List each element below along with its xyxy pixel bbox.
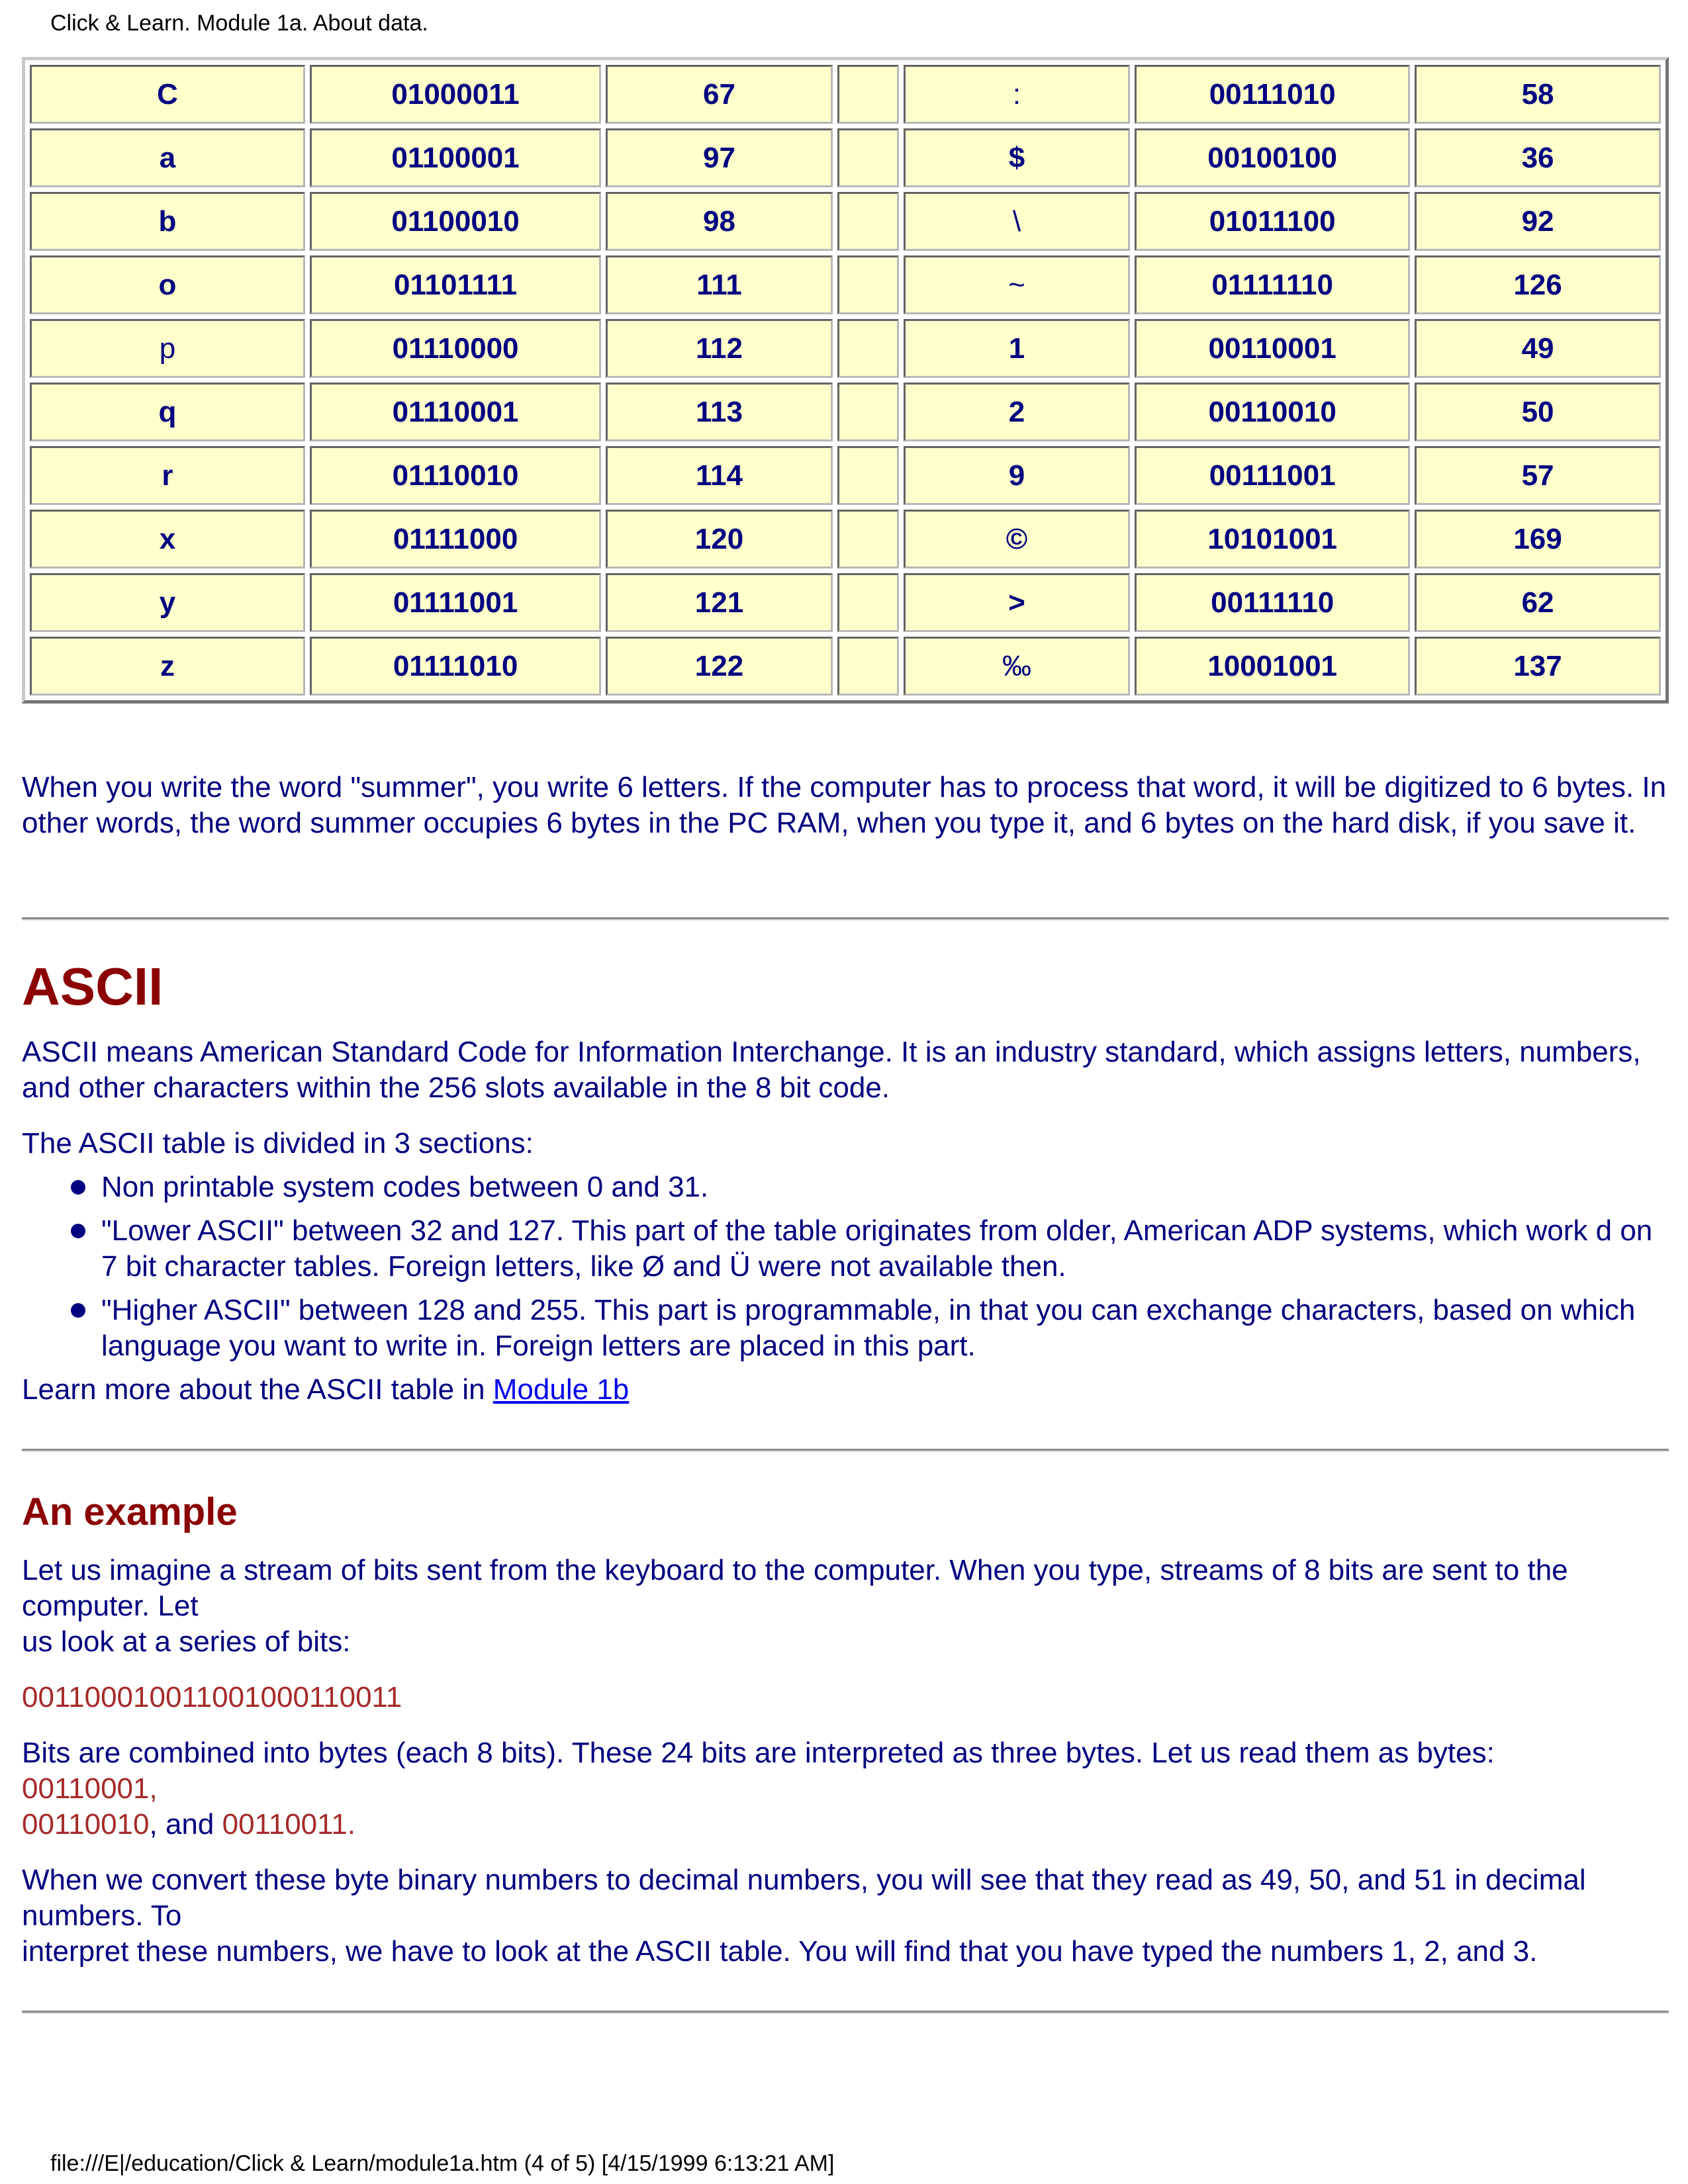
list-item: "Higher ASCII" between 128 and 255. This part is programmable, in that you can exchange characters, based on which language you want to write in. Foreign letters are placed in this part. bbox=[101, 1293, 1669, 1364]
char-cell: © bbox=[904, 510, 1131, 569]
binary-cell: 01111001 bbox=[310, 573, 601, 632]
char-cell: x bbox=[30, 510, 305, 569]
spacer-cell bbox=[837, 255, 899, 314]
decimal-cell: 62 bbox=[1415, 573, 1661, 632]
bit-stream: 001100010011001000110011 bbox=[22, 1681, 402, 1713]
page-content bbox=[22, 57, 1669, 2014]
binary-cell: 01111110 bbox=[1135, 255, 1410, 314]
decimal-cell: 169 bbox=[1415, 510, 1661, 569]
char-cell: ~ bbox=[904, 255, 1131, 314]
table-row bbox=[30, 573, 1661, 632]
spacer-cell bbox=[837, 446, 899, 505]
decimal-cell: 67 bbox=[606, 65, 833, 124]
page-footer: file:///E|/education/Click & Learn/module1a.htm (4 of 5) [4/15/1999 6:13:21 AM] bbox=[50, 2151, 835, 2176]
binary-cell: 10001001 bbox=[1135, 637, 1410, 696]
binary-cell: 00110010 bbox=[1135, 383, 1410, 441]
binary-cell: 01101111 bbox=[310, 255, 601, 314]
table-row bbox=[30, 255, 1661, 314]
list-item: Non printable system codes between 0 and 31. bbox=[101, 1169, 1669, 1205]
spacer-cell bbox=[837, 192, 899, 251]
binary-cell: 01111010 bbox=[310, 637, 601, 696]
char-cell: \ bbox=[904, 192, 1131, 251]
example-intro-line2: us look at a series of bits: bbox=[22, 1625, 351, 1658]
char-cell: 2 bbox=[904, 383, 1131, 441]
divider bbox=[22, 917, 1669, 921]
learn-more-text: Learn more about the ASCII table in bbox=[22, 1373, 493, 1406]
char-cell: b bbox=[30, 192, 305, 251]
conversion-line2: interpret these numbers, we have to look at the ASCII table. You will find that you have typed the numbers 1, 2, and 3. bbox=[22, 1935, 1538, 1968]
spacer-cell bbox=[837, 128, 899, 187]
sections-list bbox=[22, 1169, 1669, 1364]
decimal-cell: 58 bbox=[1415, 65, 1661, 124]
divider bbox=[22, 1449, 1669, 1452]
ascii-definition: ASCII means American Standard Code for Information Interchange. It is an industry standard, which assigns letters, numbers, and other characters within the 256 slots available in the 8 bit code. bbox=[22, 1036, 1641, 1104]
decimal-cell: 49 bbox=[1415, 319, 1661, 378]
binary-cell: 00110001 bbox=[1135, 319, 1410, 378]
char-cell: a bbox=[30, 128, 305, 187]
decimal-cell: 50 bbox=[1415, 383, 1661, 441]
learn-more-line bbox=[22, 1372, 1669, 1408]
char-cell: 9 bbox=[904, 446, 1131, 505]
binary-cell: 00111110 bbox=[1135, 573, 1410, 632]
binary-cell: 00111010 bbox=[1135, 65, 1410, 124]
page-header: Click & Learn. Module 1a. About data. bbox=[50, 11, 428, 36]
decimal-cell: 111 bbox=[606, 255, 833, 314]
decimal-cell: 113 bbox=[606, 383, 833, 441]
module-1b-link[interactable]: Module 1b bbox=[492, 1373, 630, 1406]
table-row bbox=[30, 383, 1661, 441]
spacer-cell bbox=[837, 637, 899, 696]
binary-cell: 01110010 bbox=[310, 446, 601, 505]
binary-cell: 01111000 bbox=[310, 510, 601, 569]
spacer-cell bbox=[837, 510, 899, 569]
decimal-cell: 57 bbox=[1415, 446, 1661, 505]
char-cell: : bbox=[904, 65, 1131, 124]
binary-cell: 01100010 bbox=[310, 192, 601, 251]
char-cell: $ bbox=[904, 128, 1131, 187]
divider bbox=[22, 2011, 1669, 2014]
binary-cell: 01000011 bbox=[310, 65, 601, 124]
and-text: , and bbox=[149, 1808, 222, 1841]
decimal-cell: 97 bbox=[606, 128, 833, 187]
binary-cell: 10101001 bbox=[1135, 510, 1410, 569]
table-row bbox=[30, 637, 1661, 696]
spacer-cell bbox=[837, 573, 899, 632]
example-heading: An example bbox=[22, 1490, 238, 1533]
ascii-code-table bbox=[22, 57, 1669, 704]
char-cell: ‰ bbox=[904, 637, 1131, 696]
decimal-cell: 121 bbox=[606, 573, 833, 632]
sections-intro: The ASCII table is divided in 3 sections: bbox=[22, 1127, 534, 1160]
binary-cell: 00111001 bbox=[1135, 446, 1410, 505]
decimal-cell: 122 bbox=[606, 637, 833, 696]
decimal-cell: 120 bbox=[606, 510, 833, 569]
spacer-cell bbox=[837, 319, 899, 378]
binary-cell: 01110000 bbox=[310, 319, 601, 378]
char-cell: 1 bbox=[904, 319, 1131, 378]
char-cell: p bbox=[30, 319, 305, 378]
ascii-heading: ASCII bbox=[22, 957, 164, 1016]
table-row bbox=[30, 510, 1661, 569]
char-cell: > bbox=[904, 573, 1131, 632]
table-row bbox=[30, 128, 1661, 187]
char-cell: C bbox=[30, 65, 305, 124]
bytes-text: Bits are combined into bytes (each 8 bits). These 24 bits are interpreted as three bytes. Let us read them as bytes: bbox=[22, 1737, 1495, 1769]
conversion-paragraph bbox=[22, 1862, 1669, 1970]
decimal-cell: 112 bbox=[606, 319, 833, 378]
binary-cell: 01110001 bbox=[310, 383, 601, 441]
list-item: "Lower ASCII" between 32 and 127. This part of the table originates from older, American ADP systems, which work d on 7 bit character tables. Foreign letters, like Ø and Ü were not available then. bbox=[101, 1213, 1669, 1285]
binary-cell: 01011100 bbox=[1135, 192, 1410, 251]
char-cell: q bbox=[30, 383, 305, 441]
spacer-cell bbox=[837, 383, 899, 441]
decimal-cell: 126 bbox=[1415, 255, 1661, 314]
byte-1: 00110001 bbox=[22, 1772, 150, 1805]
decimal-cell: 36 bbox=[1415, 128, 1661, 187]
decimal-cell: 114 bbox=[606, 446, 833, 505]
table-row bbox=[30, 65, 1661, 124]
char-cell: r bbox=[30, 446, 305, 505]
example-intro bbox=[22, 1553, 1669, 1660]
char-cell: z bbox=[30, 637, 305, 696]
binary-cell: 00100100 bbox=[1135, 128, 1410, 187]
char-cell: y bbox=[30, 573, 305, 632]
byte-1-suffix: , bbox=[149, 1772, 158, 1805]
spacer-cell bbox=[837, 65, 899, 124]
bytes-paragraph bbox=[22, 1735, 1669, 1843]
binary-cell: 01100001 bbox=[310, 128, 601, 187]
example-intro-line1: Let us imagine a stream of bits sent from the keyboard to the computer. When you type, streams of 8 bits are sent to the computer. Let bbox=[22, 1554, 1568, 1622]
decimal-cell: 92 bbox=[1415, 192, 1661, 251]
conversion-line1: When we convert these byte binary numbers to decimal numbers, you will see that they read as 49, 50, and 51 in decimal numbers. To bbox=[22, 1864, 1586, 1932]
decimal-cell: 137 bbox=[1415, 637, 1661, 696]
char-cell: o bbox=[30, 255, 305, 314]
table-row bbox=[30, 446, 1661, 505]
byte-2: 00110010 bbox=[22, 1808, 150, 1841]
table-body bbox=[30, 65, 1661, 696]
summer-paragraph: When you write the word "summer", you write 6 letters. If the computer has to process that word, it will be digitized to 6 bytes. In other words, the word summer occupies 6 bytes in the PC RAM, when you type it, and 6 bytes on the hard disk, if you save it. bbox=[22, 771, 1667, 839]
byte-3: 00110011 bbox=[222, 1808, 348, 1841]
byte-3-suffix: . bbox=[347, 1808, 356, 1841]
table-row bbox=[30, 192, 1661, 251]
table-row bbox=[30, 319, 1661, 378]
decimal-cell: 98 bbox=[606, 192, 833, 251]
